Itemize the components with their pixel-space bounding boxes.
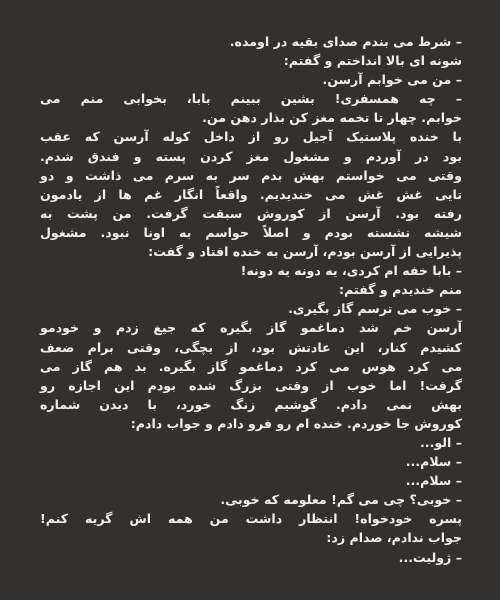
text-line: شیشه نشسته بودم و اصلاً حواسم به اونا نبود. مشغول <box>40 224 462 240</box>
text-line: وقتی می خواستم بهش بدم سر به سرم می ذاشت و دو <box>40 167 462 183</box>
text-line: منم خندیدم و گفتم: <box>339 282 462 298</box>
text-line: شونه ای بالا انداختم و گفتم: <box>283 53 462 69</box>
text-line: – چه همسفری! بشین ببینم بابا، بخوابی منم می <box>40 91 462 107</box>
text-line: – سلام... <box>405 473 462 489</box>
text-line: کوروش جا خوردم. خنده ام رو فرو دادم و جواب دادم: <box>130 415 462 431</box>
text-line: خوابم. چهار تا تخمه مغز کن بذار دهن من. <box>202 110 462 126</box>
text-line: – بابا خفه ام کردی، یه دونه یه دونه! <box>240 263 462 279</box>
text-line: می کرد هوس می کرد دماغمو گاز بگیره. بد هم گاز می <box>40 358 462 374</box>
text-line: با خنده پلاستیک آجیل رو از داخل کوله آرسن که عقب <box>40 129 462 145</box>
text-line: – الو... <box>420 434 462 450</box>
text-line: رفته بود. آرسن از کوروش سبقت گرفت. من پشت به <box>40 205 462 221</box>
text-line: – خوب می ترسم گاز بگیری. <box>288 301 462 317</box>
text-line: جواب ندادم، صدام زد: <box>326 530 462 546</box>
text-line: بود در آوردم و مشغول مغز کردن پسته و فندق شدم. <box>40 148 462 164</box>
text-line: گرفت! اما خوب از وقتی بزرگ شده بودم این اجازه رو <box>40 377 462 393</box>
text-line: – شرط می بندم صدای بقیه در اومده. <box>229 34 462 49</box>
text-line: – ژولیت... <box>398 549 462 565</box>
text-line: بهش نمی دادم. گوشیم زنگ خورد، با دیدن شماره <box>40 396 462 412</box>
text-line: تایی غش غش می خندیدیم. واقعاً انگار غم ها از یادمون <box>40 186 462 202</box>
text-line: پسره خودخواه! انتظار داشت من همه اش گریه کنم! <box>40 511 462 527</box>
text-line: کشیدم کنار، این عادتش بود، از بچگی، وقتی برام ضعف <box>40 339 462 355</box>
text-line: – سلام... <box>405 454 462 470</box>
text-line: پذیرایی از آرسن بودم، آرسن به خنده افتاد و گفت: <box>148 244 462 260</box>
text-line: آرسن خم شد دماغمو گاز بگیره که جیغ زدم و خودمو <box>40 320 462 336</box>
text-line: – من می خوابم آرسن. <box>322 72 462 88</box>
text-line: – خوبی؟ چی می گم! معلومه که خوبی. <box>220 492 462 508</box>
